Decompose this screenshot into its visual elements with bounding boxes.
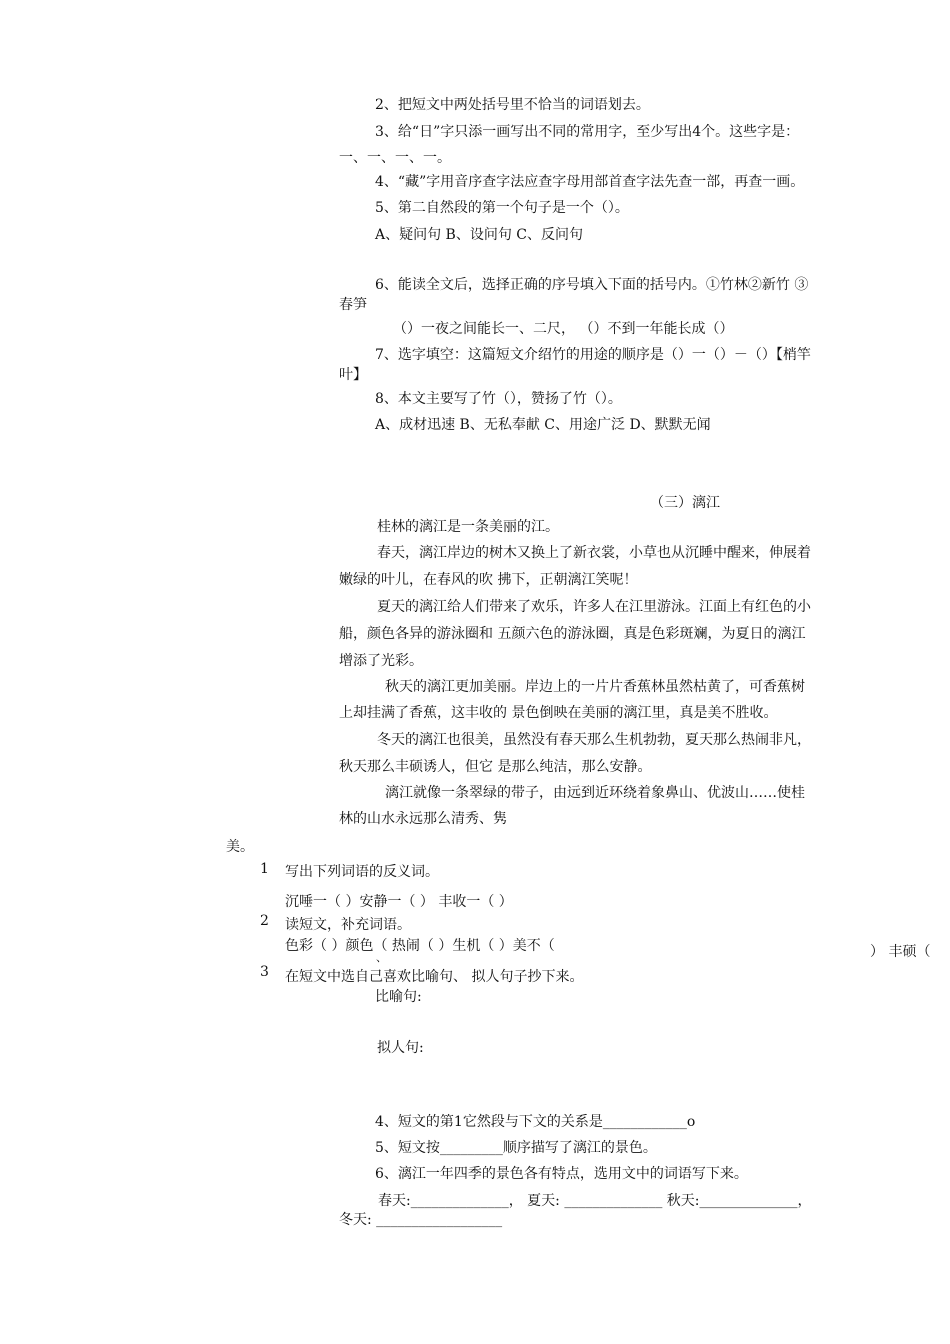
exercise-2-blanks: 色彩（ ）颜色（ 热闹（ ）生机（ ）美不（ (285, 938, 555, 954)
section-title: （三）漓江 (650, 495, 720, 511)
passage-paragraph-4-line2: 上却挂满了香蕉，这丰收的 景色倒映在美丽的漓江里，真是美不胜收。 (339, 705, 778, 721)
exercise-number-1: 1 (260, 861, 269, 877)
seasons-line-2: 冬天: __________________ (339, 1212, 503, 1228)
exercise-2-prompt: 读短文，补充词语。 (285, 917, 411, 933)
passage-paragraph-6-line2: 林的山水永远那么清秀、隽 (339, 811, 507, 827)
question-6-line3: （）一夜之间能长一、二尺， （）不到一年能长成（） (393, 321, 734, 337)
passage-paragraph-2-line2: 嫩绿的叶儿，在春风的吹 拂下，正朝漓江笑呢！ (339, 572, 638, 588)
question-6-line1: 6、能读全文后，选择正确的序号填入下面的括号内。①竹林②新竹 ③ (375, 277, 809, 293)
question-3-line2: 一、一、一、一。 (339, 150, 451, 166)
passage-paragraph-5-line1: 冬天的漓江也很美，虽然没有春天那么生机勃勃，夏天那么热闹非凡， (377, 732, 811, 748)
passage-paragraph-6-line3: 美。 (226, 839, 254, 855)
passage-paragraph-4-line1: 秋天的漓江更加美丽。岸边上的一片片香蕉林虽然枯黄了，可香蕉树 (385, 679, 805, 695)
passage-paragraph-1: 桂林的漓江是一条美丽的江。 (377, 519, 559, 535)
exercise-4: 4、短文的第1它然段与下文的关系是____________o (375, 1114, 696, 1130)
question-5-options: A、疑问句 B、设问句 C、反问句 (375, 227, 584, 243)
question-4: 4、“藏”字用音序查字法应查字母用部首查字法先查一部，再查一画。 (375, 174, 805, 190)
passage-paragraph-6-line1: 漓江就像一条翠绿的带子，由远到近环绕着象鼻山、优波山……使桂 (385, 785, 805, 801)
passage-paragraph-3-line2: 船，颜色各异的游泳圈和 五颜六色的游泳圈，真是色彩斑斓，为夏日的漓江 (339, 626, 806, 642)
simile-label: 比喻句: (375, 989, 422, 1005)
question-8-options: A、成材迅速 B、无私奉献 C、用途广泛 D、默默无闻 (375, 417, 711, 433)
exercise-2-blanks-tail: ） 丰硕（ (870, 944, 931, 960)
seasons-line-1: 春天:______________， 夏天: ______________ 秋天:______________， (378, 1193, 812, 1209)
question-8: 8、本文主要写了竹（），赞扬了竹（）。 (375, 391, 622, 407)
exercise-6: 6、漓江一年四季的景色各有特点，选用文中的词语写下来。 (375, 1166, 748, 1182)
question-3-line1: 3、给“日”字只添一画写出不同的常用字，至少写出4个。这些字是： (375, 124, 800, 140)
exercise-3-prompt: 在短文中选自己喜欢比喻句、 拟人句子抄下来。 (285, 969, 584, 985)
exercise-1-blanks: 沉唾一（ ）安静一（ ） 丰收一（ ） (285, 894, 513, 910)
exercise-2-mark: 、 (376, 951, 387, 964)
passage-paragraph-3-line3: 增添了光彩。 (339, 653, 423, 669)
passage-paragraph-5-line2: 秋天那么丰硕诱人，但它 是那么纯洁，那么安静。 (339, 759, 652, 775)
question-7-line1: 7、选字填空：这篇短文介绍竹的用途的顺序是（）一（）－（）【梢竿 (375, 347, 811, 363)
passage-paragraph-2-line1: 春天，漓江岸边的树木又换上了新衣裳，小草也从沉睡中醒来，伸展着 (377, 545, 811, 561)
exercise-1-prompt: 写出下列词语的反义词。 (285, 864, 439, 880)
exercise-5: 5、短文按_________顺序描写了漓江的景色。 (375, 1140, 657, 1156)
passage-paragraph-3-line1: 夏天的漓江给人们带来了欢乐，许多人在江里游泳。江面上有红色的小 (377, 599, 811, 615)
question-7-line2: 叶】 (339, 367, 367, 383)
exercise-number-3: 3 (260, 964, 269, 980)
question-5: 5、第二自然段的第一个句子是一个（）。 (375, 200, 629, 216)
exercise-number-2: 2 (260, 913, 269, 929)
question-6-line2: 春笋 (339, 297, 367, 313)
personification-label: 拟人句: (377, 1040, 424, 1056)
question-2: 2、把短文中两处括号里不恰当的词语划去。 (375, 97, 650, 113)
